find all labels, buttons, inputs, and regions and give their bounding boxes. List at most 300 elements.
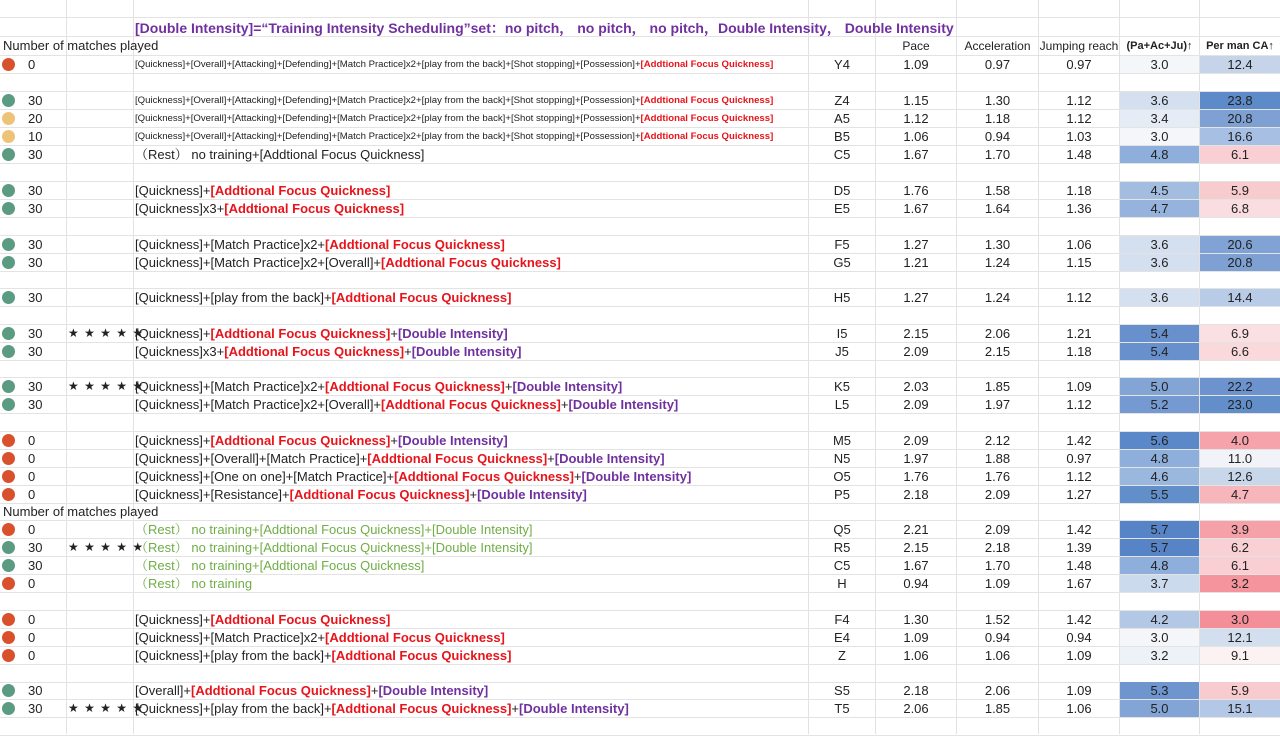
schedule-code: C5: [833, 558, 851, 573]
sum-value: 5.2: [1120, 396, 1199, 413]
table-row: [0, 182, 1280, 200]
schedule-part: [Double Intensity]: [397, 433, 508, 448]
table-row: [0, 343, 1280, 361]
schedule-part: [Addtional Focus Quickness]: [640, 95, 774, 106]
schedule-part: [Addtional Focus Quickness]: [331, 648, 512, 663]
header-row: [0, 38, 1280, 56]
per-man-ca-value: 3.0: [1200, 611, 1280, 628]
jumping-reach-value: 1.48: [1066, 558, 1092, 573]
star-rating: ★ ★ ★ ★ ★: [68, 379, 145, 393]
schedule-code: Z4: [834, 93, 850, 108]
per-man-ca-value: 16.6: [1200, 128, 1280, 145]
training-schedule: [135, 396, 807, 413]
table-row: [0, 629, 1280, 647]
status-dot-cell: [2, 700, 18, 717]
per-man-ca-value: 22.2: [1200, 378, 1280, 395]
sum-value: 5.7: [1120, 539, 1199, 556]
sum-value: 5.7: [1120, 521, 1199, 538]
sum-value: 3.6: [1120, 254, 1199, 271]
matches-played: 30: [28, 397, 43, 412]
matches-played: 30: [28, 379, 43, 394]
schedule-code: H: [837, 576, 847, 591]
matches-played: 30: [28, 237, 43, 252]
schedule-part: [Quickness]+[Match Practice]x2+: [135, 630, 326, 645]
status-dot-icon: [2, 452, 15, 465]
schedule-part: [Addtional Focus Quickness]: [381, 255, 561, 270]
header-jumping-reach: Jumping reach: [1039, 39, 1119, 53]
status-dot-icon: [2, 434, 15, 447]
table-row: [0, 325, 1280, 343]
status-dot-icon: [2, 380, 15, 393]
status-dot-icon: [2, 148, 15, 161]
sum-value: 4.2: [1120, 611, 1199, 628]
schedule-part: （Rest） no training+[Addtional Focus Quickness]: [135, 558, 425, 573]
training-schedule: [135, 575, 807, 592]
schedule-part: [Addtional Focus Quickness]: [367, 451, 548, 466]
schedule-part: （Rest） no training+[Addtional Focus Quickness]: [135, 147, 425, 162]
table-row: [0, 539, 1280, 557]
sum-value: 3.0: [1120, 56, 1199, 73]
schedule-code: T5: [834, 701, 850, 716]
matches-played: 0: [28, 576, 36, 591]
schedule-part: [Addtional Focus Quickness]: [331, 701, 512, 716]
table-row: [0, 521, 1280, 539]
schedule-part: （Rest） no training: [135, 576, 253, 591]
schedule-code: E5: [834, 201, 850, 216]
status-dot-cell: [2, 236, 18, 253]
schedule-part: [Addtional Focus Quickness]: [381, 397, 561, 412]
acceleration-value: 2.18: [984, 540, 1011, 555]
schedule-part: [Addtional Focus Quickness]: [640, 59, 774, 70]
section-label: Number of matches played: [3, 504, 159, 519]
matches-played: 30: [28, 344, 43, 359]
training-schedule: [135, 325, 807, 342]
status-dot-icon: [2, 541, 15, 554]
matches-played: 10: [28, 129, 43, 144]
schedule-part: +: [504, 379, 513, 394]
schedule-part: +: [469, 487, 478, 502]
matches-played: 0: [28, 451, 36, 466]
jumping-reach-value: 0.94: [1066, 630, 1092, 645]
acceleration-value: 1.85: [984, 701, 1011, 716]
schedule-code: I5: [836, 326, 848, 341]
table-row: [0, 200, 1280, 218]
status-dot-cell: [2, 396, 18, 413]
schedule-code: A5: [834, 111, 850, 126]
schedule-part: [Quickness]+[Match Practice]x2+: [135, 237, 326, 252]
per-man-ca-value: 20.8: [1200, 254, 1280, 271]
training-schedule: [135, 289, 807, 306]
status-dot-icon: [2, 291, 15, 304]
schedule-part: [Quickness]+[Overall]+[Attacking]+[Defending]+[Match Practice]x2+[play from the back]+[Shot stopping]+[Possession]+: [135, 113, 641, 124]
schedule-part: [Double Intensity]: [512, 379, 623, 394]
pace-value: 0.94: [903, 576, 929, 591]
pace-value: 1.67: [903, 201, 929, 216]
empty-row: [0, 360, 1280, 378]
status-dot-cell: [2, 146, 18, 163]
pace-value: 2.21: [903, 522, 929, 537]
table-row: [0, 575, 1280, 593]
sum-value: 3.4: [1120, 110, 1199, 127]
jumping-reach-value: 1.15: [1066, 255, 1092, 270]
sum-value: 5.5: [1120, 486, 1199, 503]
status-dot-icon: [2, 112, 15, 125]
table-row: [0, 682, 1280, 700]
schedule-part: [Quickness]+[Overall]+[Attacking]+[Defending]+[Match Practice]x2+[play from the back]+[Shot stopping]+[Possession]+: [135, 59, 641, 70]
training-schedule: [135, 110, 807, 127]
schedule-part: +: [573, 469, 582, 484]
acceleration-value: 1.58: [984, 183, 1011, 198]
schedule-part: [Addtional Focus Quickness]: [224, 201, 405, 216]
jumping-reach-value: 1.09: [1066, 379, 1092, 394]
pace-value: 2.09: [903, 433, 929, 448]
pace-value: 1.67: [903, 558, 929, 573]
schedule-part: [Double Intensity]: [581, 469, 692, 484]
status-dot-icon: [2, 398, 15, 411]
acceleration-value: 1.97: [984, 397, 1011, 412]
acceleration-value: 1.88: [984, 451, 1011, 466]
jumping-reach-value: 1.06: [1066, 701, 1092, 716]
schedule-part: +: [404, 344, 412, 359]
per-man-ca-value: 4.0: [1200, 432, 1280, 449]
pace-value: 1.67: [903, 147, 929, 162]
jumping-reach-value: 1.42: [1066, 433, 1092, 448]
pace-value: 1.76: [903, 183, 929, 198]
per-man-ca-value: 20.8: [1200, 110, 1280, 127]
schedule-part: [Addtional Focus Quickness]: [331, 290, 512, 305]
per-man-ca-value: 23.0: [1200, 396, 1280, 413]
per-man-ca-value: 23.8: [1200, 92, 1280, 109]
training-schedule: [135, 56, 807, 73]
acceleration-value: 0.97: [984, 57, 1011, 72]
header-per-man-ca: Per man CA↑: [1206, 40, 1274, 52]
sum-value: 3.0: [1120, 629, 1199, 646]
status-dot-cell: [2, 378, 18, 395]
status-dot-cell: [2, 289, 18, 306]
sum-value: 5.3: [1120, 682, 1199, 699]
pace-value: 2.15: [903, 326, 929, 341]
status-dot-icon: [2, 702, 15, 715]
matches-played: 30: [28, 93, 43, 108]
schedule-part: [Addtional Focus Quickness]: [325, 379, 505, 394]
status-dot-cell: [2, 254, 18, 271]
pace-value: 2.15: [903, 540, 929, 555]
pace-value: 1.30: [903, 612, 929, 627]
schedule-part: +: [390, 326, 398, 341]
sum-value: 4.6: [1120, 468, 1199, 485]
table-row: [0, 396, 1280, 414]
sum-value: 3.7: [1120, 575, 1199, 592]
pace-value: 1.06: [903, 129, 929, 144]
schedule-code: Y4: [834, 57, 850, 72]
sum-value: 4.7: [1120, 200, 1199, 217]
schedule-code: F5: [834, 237, 850, 252]
sum-value: 5.4: [1120, 325, 1199, 342]
sum-value: 3.6: [1120, 289, 1199, 306]
schedule-part: [Overall]+: [135, 683, 191, 698]
status-dot-cell: [2, 557, 18, 574]
training-schedule: [135, 343, 807, 360]
status-dot-cell: [2, 682, 18, 699]
table-row: [0, 486, 1280, 504]
schedule-code: O5: [833, 469, 851, 484]
section-row: [0, 503, 1280, 521]
jumping-reach-value: 1.12: [1066, 469, 1092, 484]
empty-row: [0, 74, 1280, 92]
matches-played: 30: [28, 540, 43, 555]
status-dot-cell: [2, 432, 18, 449]
pace-value: 2.09: [903, 397, 929, 412]
schedule-part: [Double Intensity]: [519, 701, 629, 716]
schedule-part: [Double Intensity]: [397, 326, 508, 341]
schedule-code: G5: [833, 255, 851, 270]
per-man-ca-value: 6.1: [1200, 557, 1280, 574]
header-sum: (Pa+Ac+Ju)↑: [1126, 40, 1193, 52]
jumping-reach-value: 1.09: [1066, 648, 1092, 663]
schedule-part: （Rest） no training+[Addtional Focus Quickness]+[Double Intensity]: [135, 540, 533, 555]
jumping-reach-value: 1.36: [1066, 201, 1092, 216]
schedule-part: [Quickness]+[Overall]+[Attacking]+[Defending]+[Match Practice]x2+[play from the back]+[Shot stopping]+[Possession]+: [135, 131, 641, 142]
table-row: [0, 468, 1280, 486]
training-schedule: [135, 450, 807, 467]
jumping-reach-value: 1.67: [1066, 576, 1092, 591]
matches-played: 30: [28, 183, 43, 198]
schedule-part: +: [547, 451, 555, 466]
sum-value: 4.8: [1120, 450, 1199, 467]
status-dot-icon: [2, 202, 15, 215]
schedule-code: N5: [833, 451, 851, 466]
pace-value: 1.21: [903, 255, 929, 270]
matches-played: 0: [28, 433, 36, 448]
pace-value: 1.27: [903, 237, 929, 252]
per-man-ca-value: 15.1: [1200, 700, 1280, 717]
schedule-part: [Quickness]+: [135, 612, 211, 627]
schedule-part: [Quickness]x3+: [135, 201, 225, 216]
matches-played: 30: [28, 147, 43, 162]
empty-row: [0, 218, 1280, 236]
status-dot-icon: [2, 613, 15, 626]
acceleration-value: 0.94: [984, 630, 1011, 645]
empty-row: [0, 414, 1280, 432]
star-rating: ★ ★ ★ ★ ★: [68, 326, 145, 340]
jumping-reach-value: 1.12: [1066, 93, 1092, 108]
status-dot-cell: [2, 647, 18, 664]
training-schedule: [135, 468, 807, 485]
status-dot-icon: [2, 470, 15, 483]
schedule-part: [Quickness]+[Match Practice]x2+[Overall]+: [135, 397, 382, 412]
table-row: [0, 557, 1280, 575]
training-schedule: [135, 647, 807, 664]
per-man-ca-value: 20.6: [1200, 236, 1280, 253]
acceleration-value: 1.76: [984, 469, 1011, 484]
jumping-reach-value: 1.06: [1066, 237, 1092, 252]
jumping-reach-value: 1.12: [1066, 111, 1092, 126]
matches-played: 0: [28, 469, 36, 484]
status-dot-icon: [2, 58, 15, 71]
training-schedule: [135, 611, 807, 628]
schedule-part: [Addtional Focus Quickness]: [325, 237, 505, 252]
schedule-code: F4: [834, 612, 850, 627]
matches-played: 30: [28, 290, 43, 305]
training-schedule: [135, 92, 807, 109]
status-dot-cell: [2, 325, 18, 342]
status-dot-cell: [2, 611, 18, 628]
matches-played: 30: [28, 255, 43, 270]
training-schedule: [135, 539, 807, 556]
title-row: [0, 19, 1280, 37]
schedule-part: +: [390, 433, 398, 448]
acceleration-value: 2.15: [984, 344, 1011, 359]
acceleration-value: 2.06: [984, 326, 1011, 341]
per-man-ca-value: 9.1: [1200, 647, 1280, 664]
jumping-reach-value: 1.42: [1066, 522, 1092, 537]
table-row: [0, 146, 1280, 164]
status-dot-cell: [2, 128, 18, 145]
per-man-ca-value: 4.7: [1200, 486, 1280, 503]
schedule-code: J5: [835, 344, 849, 359]
status-dot-icon: [2, 238, 15, 251]
sum-value: 4.8: [1120, 557, 1199, 574]
schedule-part: [Addtional Focus Quickness]: [191, 683, 371, 698]
sum-value: 5.6: [1120, 432, 1199, 449]
training-schedule: [135, 200, 807, 217]
sum-value: 4.5: [1120, 182, 1199, 199]
acceleration-value: 1.64: [984, 201, 1011, 216]
schedule-part: [Quickness]+[Match Practice]x2+[Overall]+: [135, 255, 382, 270]
training-schedule: [135, 557, 807, 574]
schedule-part: [Double Intensity]: [477, 487, 587, 502]
pace-value: 2.18: [903, 487, 929, 502]
table-row: [0, 236, 1280, 254]
table-row: [0, 700, 1280, 718]
star-rating: ★ ★ ★ ★ ★: [68, 540, 145, 554]
schedule-part: [Quickness]+: [135, 183, 211, 198]
status-dot-icon: [2, 577, 15, 590]
schedule-part: [Addtional Focus Quickness]: [289, 487, 470, 502]
pace-value: 1.27: [903, 290, 929, 305]
status-dot-cell: [2, 343, 18, 360]
schedule-part: [Quickness]+[One on one]+[Match Practice]+: [135, 469, 395, 484]
empty-row: [0, 593, 1280, 611]
per-man-ca-value: 6.8: [1200, 200, 1280, 217]
jumping-reach-value: 1.39: [1066, 540, 1092, 555]
schedule-code: D5: [833, 183, 851, 198]
empty-row: [0, 0, 1280, 18]
schedule-part: [Quickness]+[Match Practice]x2+: [135, 379, 326, 394]
jumping-reach-value: 1.27: [1066, 487, 1092, 502]
status-dot-icon: [2, 327, 15, 340]
sum-value: 5.0: [1120, 700, 1199, 717]
sheet-title: [Double Intensity]=“Training Intensity Scheduling”set：no pitch， no pitch， no pitch，Double Intensity， Double Intensity: [135, 20, 954, 36]
schedule-code: E4: [834, 630, 850, 645]
status-dot-icon: [2, 649, 15, 662]
schedule-part: [Quickness]+: [135, 433, 211, 448]
per-man-ca-value: 14.4: [1200, 289, 1280, 306]
acceleration-value: 1.70: [984, 558, 1011, 573]
schedule-part: [Quickness]+[play from the back]+: [135, 701, 332, 716]
empty-row: [0, 271, 1280, 289]
header-pace: Pace: [902, 39, 930, 53]
empty-row: [0, 718, 1280, 736]
schedule-part: [Double Intensity]: [378, 683, 489, 698]
table-row: [0, 611, 1280, 629]
status-dot-cell: [2, 486, 18, 503]
schedule-code: M5: [832, 433, 852, 448]
status-dot-icon: [2, 523, 15, 536]
pace-value: 1.06: [903, 648, 929, 663]
training-schedule: [135, 236, 807, 253]
table-row: [0, 254, 1280, 272]
per-man-ca-value: 6.6: [1200, 343, 1280, 360]
status-dot-cell: [2, 539, 18, 556]
schedule-part: [Double Intensity]: [411, 344, 522, 359]
schedule-part: [Quickness]+[play from the back]+: [135, 648, 332, 663]
schedule-part: （Rest） no training+[Addtional Focus Quickness]+[Double Intensity]: [135, 522, 533, 537]
training-schedule: [135, 182, 807, 199]
schedule-part: [Addtional Focus Quickness]: [224, 344, 405, 359]
acceleration-value: 1.24: [984, 290, 1011, 305]
acceleration-value: 0.94: [984, 129, 1011, 144]
per-man-ca-value: 5.9: [1200, 182, 1280, 199]
training-schedule: [135, 700, 807, 717]
status-dot-icon: [2, 256, 15, 269]
schedule-part: [Addtional Focus Quickness]: [394, 469, 574, 484]
schedule-part: +: [560, 397, 569, 412]
acceleration-value: 1.30: [984, 237, 1011, 252]
status-dot-cell: [2, 92, 18, 109]
acceleration-value: 1.70: [984, 147, 1011, 162]
training-schedule: [135, 378, 807, 395]
per-man-ca-value: 12.6: [1200, 468, 1280, 485]
table-row: [0, 378, 1280, 396]
matches-played: 0: [28, 612, 36, 627]
matches-played: 30: [28, 558, 43, 573]
jumping-reach-value: 1.09: [1066, 683, 1092, 698]
pace-value: 2.18: [903, 683, 929, 698]
status-dot-cell: [2, 521, 18, 538]
status-dot-cell: [2, 182, 18, 199]
status-dot-icon: [2, 488, 15, 501]
schedule-part: +: [511, 701, 519, 716]
per-man-ca-value: 12.1: [1200, 629, 1280, 646]
acceleration-value: 1.85: [984, 379, 1011, 394]
training-schedule: [135, 486, 807, 503]
schedule-part: [Quickness]+[play from the back]+: [135, 290, 332, 305]
sum-value: 3.0: [1120, 128, 1199, 145]
sum-value: 4.8: [1120, 146, 1199, 163]
table-row: [0, 647, 1280, 665]
pace-value: 1.15: [903, 93, 929, 108]
jumping-reach-value: 1.18: [1066, 183, 1092, 198]
schedule-part: [Addtional Focus Quickness]: [640, 113, 774, 124]
acceleration-value: 2.06: [984, 683, 1011, 698]
empty-row: [0, 307, 1280, 325]
acceleration-value: 1.24: [984, 255, 1011, 270]
table-row: [0, 56, 1280, 74]
schedule-code: B5: [834, 129, 850, 144]
per-man-ca-value: 6.1: [1200, 146, 1280, 163]
status-dot-cell: [2, 575, 18, 592]
per-man-ca-value: 5.9: [1200, 682, 1280, 699]
sum-value: 3.6: [1120, 236, 1199, 253]
table-row: [0, 92, 1280, 110]
training-schedule: [135, 682, 807, 699]
schedule-part: [Addtional Focus Quickness]: [325, 630, 505, 645]
training-schedule: [135, 432, 807, 449]
header-acceleration: Acceleration: [964, 39, 1031, 53]
training-schedule: [135, 254, 807, 271]
schedule-part: [Double Intensity]: [554, 451, 665, 466]
